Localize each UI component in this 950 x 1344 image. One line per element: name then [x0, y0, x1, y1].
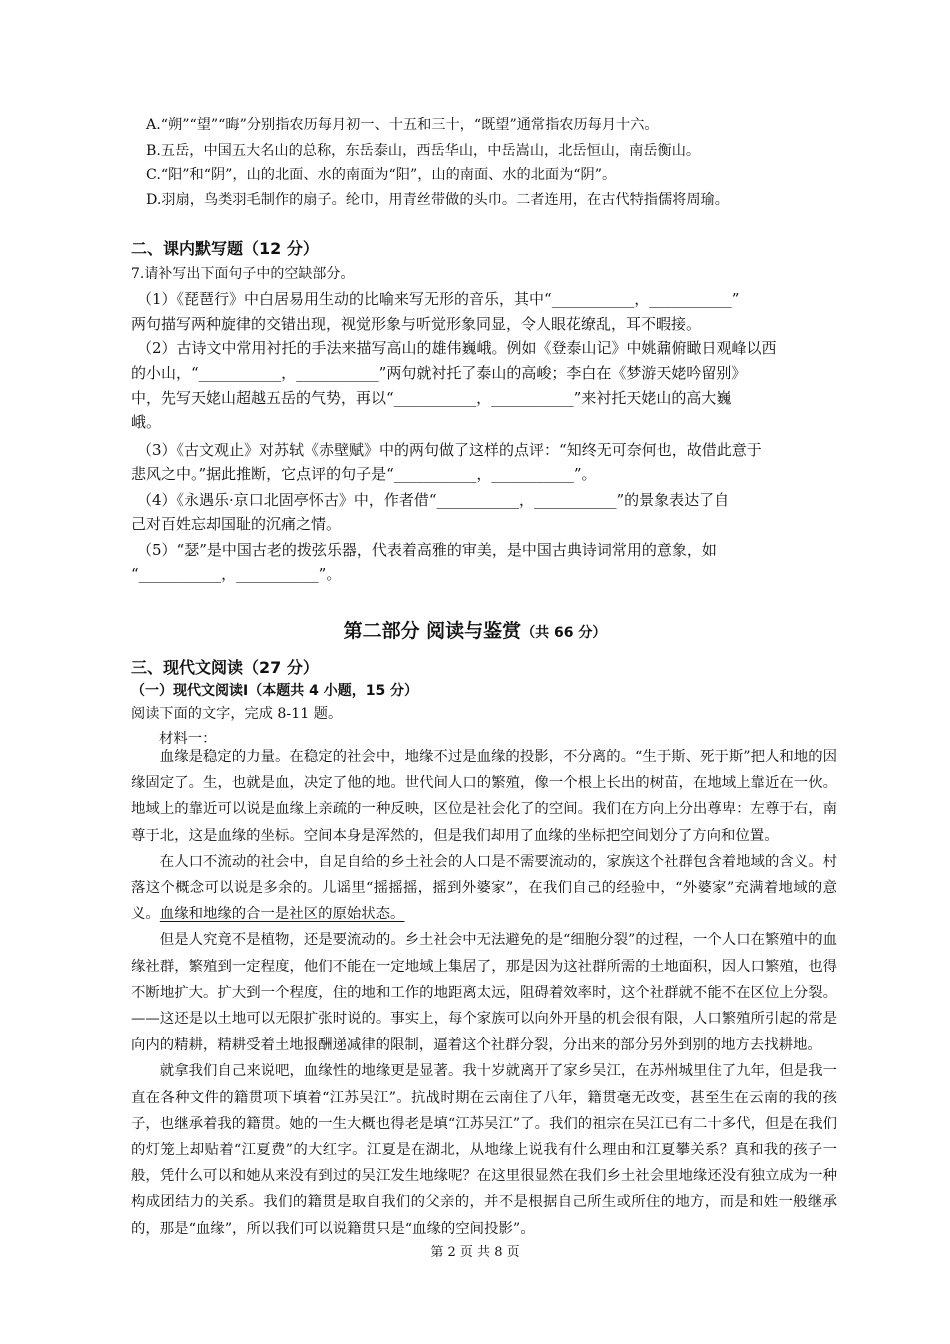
fill-line: “___________，___________”。 — [131, 565, 342, 583]
fill-line: （1）《琵琶行》中白居易用生动的比喻来写无形的音乐，其中“___________，___________” — [137, 290, 740, 308]
question-7: 7.请补写出下面句子中的空缺部分。 — [131, 266, 355, 282]
passage-text: 在人口不流动的社会中，自足自给的乡土社会的人口是不需要流动的，家族这个社群包含着地域的含义。村落这个概念可以说是多余的。儿谣里“摇摇摇，摇到外婆家”，在我们自己的经验中，“外婆家”充满着地域的意义。 — [131, 853, 837, 923]
page-footer: 第 2 页 共 8 页 — [430, 1245, 520, 1260]
fill-line: 中，先写天姥山超越五岳的气势，再以“___________，___________”来衬托天姥山的高大巍 — [131, 389, 732, 407]
fill-line: 悲风之中。”据此推断，它点评的句子是“___________，___________”。 — [131, 465, 597, 483]
section2-title: 二、课内默写题（12 分） — [131, 239, 319, 258]
passage-paragraph: 血缘是稳定的力量。在稳定的社会中，地缘不过是血缘的投影，不分离的。“生于斯、死于斯”把人和地的因缘固定了。生，也就是血，决定了他的地。世代间人口的繁殖，像一个根上长出的树苗，在地域上靠近在一伙。地域上的靠近可以说是血缘上亲疏的一种反映，区位是社会化了的空间。我们在方向上分出尊卑：左尊于右，南尊于北，这是血缘的坐标。空间本身是浑然的，但是我们却用了血缘的坐标把空间划分了方向和位置。 — [131, 749, 837, 844]
underlined-sentence: 血缘和地缘的合一是社区的原始状态。 — [159, 906, 405, 923]
option-d: D.羽扇，鸟类羽毛制作的扇子。纶巾，用青丝带做的头巾。二者连用，在古代特指儒将周瑜。 — [146, 192, 729, 208]
fill-line: 两句描写两种旋律的交错出现，视觉形象与听觉形象同显，令人眼花缭乱，耳不暇接。 — [131, 315, 702, 333]
passage-paragraph: 但是人究竟不是植物，还是要流动的。乡土社会中无法避免的是“细胞分裂”的过程，一个人口在繁殖中的血缘社群，繁殖到一定程度，他们不能在一定地域上集居了，那是因为这社群所需的土地面积，因人口繁殖，也得不断地扩大。扩大到一个程度，住的地和工作的地距离太远，阻碍着效率时，这个社群就不能不在区位上分裂。——这还是以土地可以无限扩张时说的。事实上，每个家族可以向外开垦的机会很有限，人口繁殖所引起的常是向内的精耕，精耕受着土地报酬递减律的限制，逼着这个社群分裂，分出来的部分另外到别的地方去找耕地。 — [131, 932, 837, 1054]
fill-line: （2）古诗文中常用衬托的手法来描写高山的雄伟巍峨。例如《登泰山记》中姚鼐俯瞰日观峰以西 — [137, 339, 777, 357]
part2-score: （共 66 分） — [521, 625, 607, 641]
option-a: A.“朔”“望”“晦”分别指农历每月初一、十五和三十，“既望”通常指农历每月十六。 — [146, 117, 659, 133]
passage-paragraph — [131, 849, 837, 928]
fill-line: （5）“瑟”是中国古老的拨弦乐器，代表着高雅的审美，是中国古典诗词常用的意象，如 — [137, 541, 717, 559]
section3-subtitle: （一）现代文阅读Ⅰ（本题共 4 小题，15 分） — [131, 683, 419, 699]
fill-line: 的小山，“___________，___________”两句就衬托了泰山的高峻；李白在《梦游天姥吟留别》 — [131, 364, 747, 382]
fill-line: 峨。 — [131, 413, 162, 431]
passage-paragraph: 就拿我们自己来说吧，血缘性的地缘更是显著。我十岁就离开了家乡吴江，在苏州城里住了九年，但是我一直在各种文件的籍贯项下填着“江苏吴江”。抗战时期在云南住了八年，籍贯毫无改变，甚至生在云南的我的孩子，也继承着我的籍贯。她的一生大概也得老是填“江苏吴江”了。我们的祖宗在吴江已有二十多代，但是在我们的灯笼上却贴着“江夏费”的大红字。江夏是在湖北，从地缘上说我有什么理由和江夏攀关系？真和我的孩子一般，凭什么可以和她从来没有到过的吴江发生地缘呢？在这里很显然在我们乡土社会里地缘还没有独立成为一种构成团结力的关系。我们的籍贯是取自我们的父亲的，并不是根据自己所生或所住的地方，而是和姓一般继承的，那是“血缘”，所以我们可以说籍贯只是“血缘的空间投影”。 — [131, 1063, 837, 1237]
fill-line: （4）《永遇乐·京口北固亭怀古》中，作者借“___________，___________”的景象表达了自 — [137, 491, 730, 509]
reading-instruction: 阅读下面的文字，完成 8-11 题。 — [131, 706, 343, 722]
part2-title: 第二部分 阅读与鉴赏 — [343, 620, 522, 642]
fill-line: （3）《古文观止》对苏轼《赤壁赋》中的两句做了这样的点评：“知终无可奈何也，故借此意于 — [137, 441, 762, 459]
option-b: B.五岳，中国五大名山的总称，东岳泰山，西岳华山，中岳嵩山，北岳恒山，南岳衡山。 — [146, 143, 701, 159]
fill-line: 己对百姓忘却国耻的沉痛之情。 — [131, 515, 342, 533]
material-label: 材料一： — [159, 731, 217, 747]
part2-heading — [0, 616, 950, 643]
section3-title: 三、现代文阅读（27 分） — [131, 658, 319, 677]
passage — [131, 744, 837, 1242]
option-c: C.“阳”和“阴”，山的北面、水的南面为“阳”，山的南面、水的北面为“阴”。 — [146, 167, 617, 183]
